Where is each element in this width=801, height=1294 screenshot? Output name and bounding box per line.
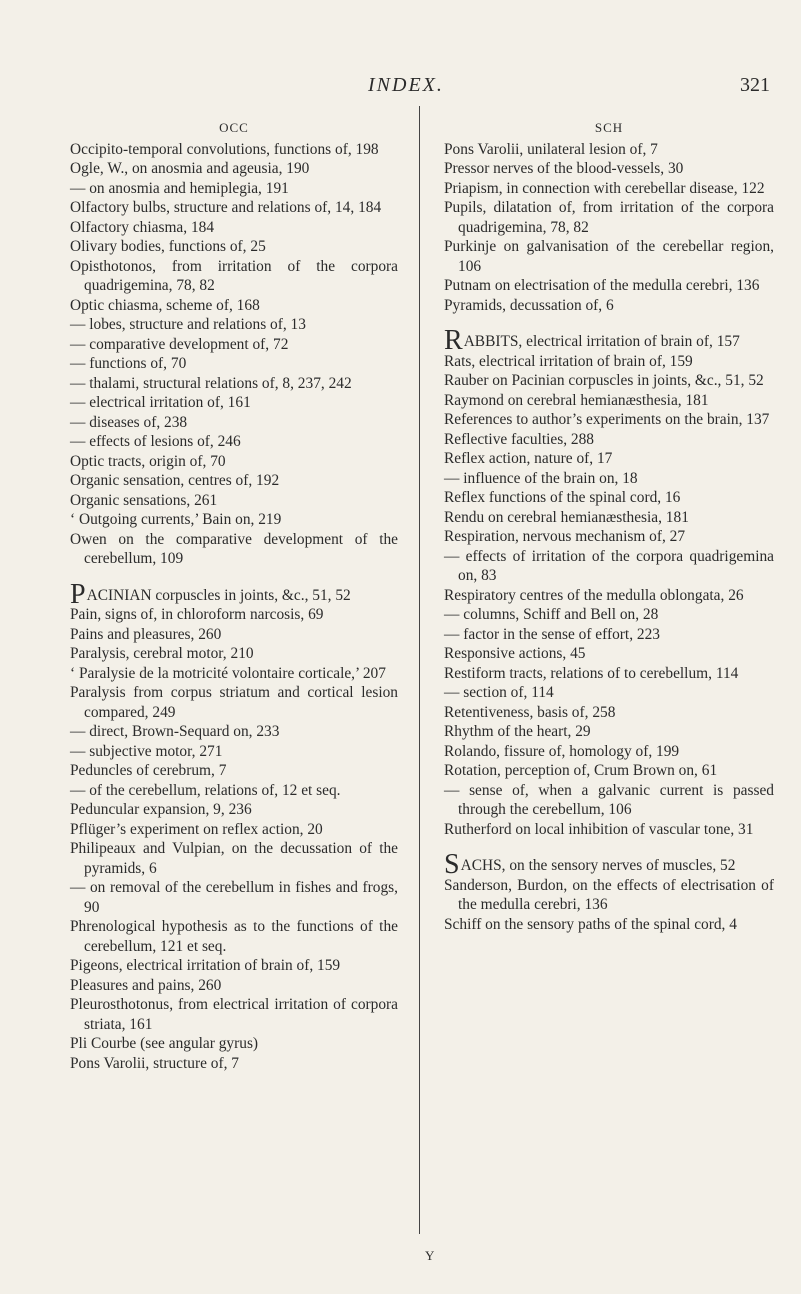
index-entry: Reflex action, nature of, 17 xyxy=(444,450,613,467)
index-entry: Sanderson, Burdon, on the effects of electrisation of the medulla cerebri, 136 xyxy=(444,876,774,913)
index-entry: Schiff on the sensory paths of the spinal cord, 4 xyxy=(444,915,737,933)
index-entry: — of the cerebellum, relations of, 12 et seq. xyxy=(70,781,341,799)
index-entry: Restiform tracts, relations of to cerebellum, 114 xyxy=(444,664,739,682)
right-column xyxy=(444,118,774,934)
index-entry: Reflex functions of the spinal cord, 16 xyxy=(444,489,681,506)
index-entry: Raymond on cerebral hemianæsthesia, 181 xyxy=(444,391,709,409)
index-entry: Rolando, fissure of, homology of, 199 xyxy=(444,742,680,760)
column-divider xyxy=(419,106,420,1234)
index-entry: — subjective motor, 271 xyxy=(70,742,223,760)
index-entry: Peduncles of cerebrum, 7 xyxy=(70,762,227,779)
index-entry: — lobes, structure and relations of, 13 xyxy=(70,316,306,333)
index-entry: Olfactory bulbs, structure and relations of, 14, 184 xyxy=(70,199,382,216)
index-entry: Philipeaux and Vulpian, on the decussation of the pyramids, 6 xyxy=(70,840,398,877)
index-entry: — section of, 114 xyxy=(444,684,554,701)
index-entry: Pleurosthotonus, from electrical irritation of corpora striata, 161 xyxy=(70,996,398,1033)
left-column-heading: OCC xyxy=(219,120,249,135)
left-entries-p xyxy=(70,578,398,1074)
index-entry: SACHS, on the sensory nerves of muscles, 52 xyxy=(444,849,736,880)
page-number: 321 xyxy=(740,74,770,96)
index-entry: Rats, electrical irritation of brain of, 159 xyxy=(444,352,693,370)
index-entry: Purkinje on galvanisation of the cerebellar region, 106 xyxy=(444,238,774,275)
left-column xyxy=(70,118,398,1073)
index-entry: Pons Varolii, unilateral lesion of, 7 xyxy=(444,140,658,158)
index-entry: — on anosmia and hemiplegia, 191 xyxy=(70,179,289,197)
index-entry: — columns, Schiff and Bell on, 28 xyxy=(444,606,659,623)
index-entry: Ogle, W., on anosmia and ageusia, 190 xyxy=(70,160,310,177)
index-entry: Phrenological hypothesis as to the functions of the cerebellum, 121 et seq. xyxy=(70,918,398,955)
right-column-heading: SCH xyxy=(594,120,624,135)
index-entry: RABBITS, electrical irritation of brain of, 157 xyxy=(444,325,740,356)
index-entry: Responsive actions, 45 xyxy=(444,645,586,662)
index-entry: Pigeons, electrical irritation of brain of, 159 xyxy=(70,957,341,974)
index-entry: Pons Varolii, structure of, 7 xyxy=(70,1054,239,1072)
index-entry: PACINIAN corpuscles in joints, &c., 51, 52 xyxy=(70,578,351,610)
index-entry: — on removal of the cerebellum in fishes and frogs, 90 xyxy=(70,879,398,916)
index-entry: Rhythm of the heart, 29 xyxy=(444,723,591,740)
index-entry: — effects of irritation of the corpora quadrigemina on, 83 xyxy=(444,547,774,584)
index-entry: — influence of the brain on, 18 xyxy=(444,469,638,487)
index-entry: Respiratory centres of the medulla oblongata, 26 xyxy=(444,586,744,604)
index-entry: Olfactory chiasma, 184 xyxy=(70,218,215,236)
left-entries-o xyxy=(70,140,398,569)
index-entry: Organic sensation, centres of, 192 xyxy=(70,472,280,489)
index-entry: References to author’s experiments on the brain, 137 xyxy=(444,411,770,428)
index-entry: Rendu on cerebral hemianæsthesia, 181 xyxy=(444,508,689,526)
index-entry: Rutherford on local inhibition of vascular tone, 31 xyxy=(444,820,754,838)
index-entry: — thalami, structural relations of, 8, 237, 242 xyxy=(70,374,352,392)
index-entry: Pyramids, decussation of, 6 xyxy=(444,296,614,314)
index-entry: Occipito-temporal convolutions, functions of, 198 xyxy=(70,140,379,158)
index-entry: Rotation, perception of, Crum Brown on, 61 xyxy=(444,762,718,779)
index-entry: Rauber on Pacinian corpuscles in joints, &c., 51, 52 xyxy=(444,372,764,389)
index-entry: Pain, signs of, in chloroform narcosis, 69 xyxy=(70,606,324,623)
index-entry: — sense of, when a galvanic current is passed through the cerebellum, 106 xyxy=(444,781,774,818)
index-entry: Paralysis from corpus striatum and cortical lesion compared, 249 xyxy=(70,684,398,721)
right-entries-p xyxy=(444,140,774,316)
index-entry: ‘ Paralysie de la motricité volontaire corticale,’ 207 xyxy=(70,664,386,682)
index-entry: Pli Courbe (see angular gyrus) xyxy=(70,1035,259,1052)
index-entry: Pleasures and pains, 260 xyxy=(70,976,222,994)
index-entry: Priapism, in connection with cerebellar disease, 122 xyxy=(444,179,765,197)
index-entry: Olivary bodies, functions of, 25 xyxy=(70,238,266,255)
index-entry: Optic chiasma, scheme of, 168 xyxy=(70,296,260,314)
index-entry: — effects of lesions of, 246 xyxy=(70,433,241,450)
index-entry: Pupils, dilatation of, from irritation of the corpora quadrigemina, 78, 82 xyxy=(444,199,774,236)
index-entry: Reflective faculties, 288 xyxy=(444,430,594,448)
index-entry: Optic tracts, origin of, 70 xyxy=(70,452,226,470)
right-entries-s xyxy=(444,849,774,934)
index-entry: — direct, Brown-Sequard on, 233 xyxy=(70,723,280,740)
index-entry: Respiration, nervous mechanism of, 27 xyxy=(444,528,686,545)
signature-mark: Y xyxy=(425,1248,435,1263)
right-entries-r xyxy=(444,325,774,839)
index-entry: — factor in the sense of effort, 223 xyxy=(444,625,660,643)
index-entry: — diseases of, 238 xyxy=(70,413,188,431)
index-entry: Pressor nerves of the blood-vessels, 30 xyxy=(444,160,684,177)
index-entry: Paralysis, cerebral motor, 210 xyxy=(70,645,254,662)
index-entry: Organic sensations, 261 xyxy=(70,491,218,509)
running-head-title: INDEX. xyxy=(368,74,444,96)
index-entry: Putnam on electrisation of the medulla cerebri, 136 xyxy=(444,277,760,294)
index-entry: Opisthotonos, from irritation of the corpora quadrigemina, 78, 82 xyxy=(70,257,398,294)
index-entry: Pains and pleasures, 260 xyxy=(70,625,222,643)
index-entry: Peduncular expansion, 9, 236 xyxy=(70,801,252,818)
index-entry: — electrical irritation of, 161 xyxy=(70,394,251,411)
index-entry: — comparative development of, 72 xyxy=(70,335,289,353)
index-entry: — functions of, 70 xyxy=(70,355,187,372)
index-entry: Pflüger’s experiment on reflex action, 20 xyxy=(70,820,323,838)
running-head xyxy=(0,74,801,104)
index-entry: ‘ Outgoing currents,’ Bain on, 219 xyxy=(70,511,282,528)
index-entry: Retentiveness, basis of, 258 xyxy=(444,703,616,721)
index-entry: Owen on the comparative development of the cerebellum, 109 xyxy=(70,530,398,567)
